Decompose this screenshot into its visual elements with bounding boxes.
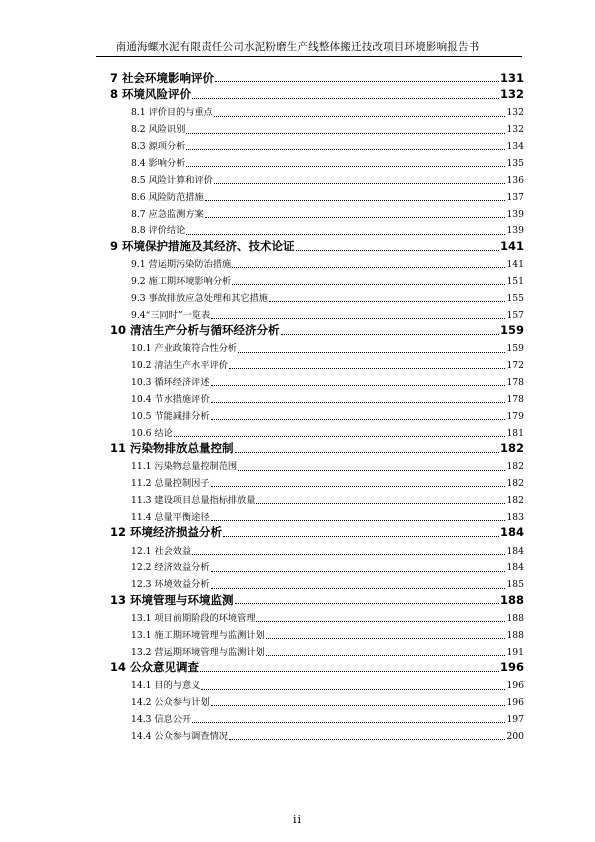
toc-entry-page: 182 bbox=[506, 478, 524, 490]
toc-entry-title: 14.4 公众参与调查情况 bbox=[131, 730, 228, 742]
toc-chapter-entry[interactable] bbox=[110, 87, 524, 101]
toc-section-entry[interactable] bbox=[131, 188, 524, 202]
toc-section-entry[interactable] bbox=[131, 508, 524, 522]
toc-section-entry[interactable] bbox=[131, 154, 524, 168]
toc-dot-leader bbox=[229, 739, 506, 740]
toc-entry-title: 12.3 环境效益分析 bbox=[131, 579, 210, 591]
toc-entry-title: 9.4“三同时”一览表 bbox=[131, 309, 211, 321]
toc-entry-title: 10.2 清洁生产水平评价 bbox=[131, 360, 228, 372]
toc-dot-leader bbox=[281, 334, 499, 335]
toc-entry-page: 159 bbox=[506, 343, 524, 355]
toc-entry-title: 10.1 产业政策符合性分析 bbox=[131, 343, 238, 355]
toc-chapter-entry[interactable] bbox=[110, 441, 524, 455]
toc-entry-title: 10 清洁生产分析与循环经济分析 bbox=[110, 323, 280, 338]
toc-section-entry[interactable] bbox=[131, 542, 524, 556]
toc-dot-leader bbox=[229, 368, 506, 369]
toc-entry-page: 183 bbox=[506, 511, 524, 523]
toc-entry-title: 11 污染物排放总量控制 bbox=[110, 441, 234, 456]
toc-dot-leader bbox=[211, 588, 506, 589]
toc-section-entry[interactable] bbox=[131, 609, 524, 623]
toc-entry-page: 179 bbox=[506, 410, 524, 422]
toc-dot-leader bbox=[186, 133, 505, 134]
toc-dot-leader bbox=[223, 536, 499, 537]
header-rule bbox=[96, 56, 522, 57]
toc-entry-title: 12.2 经济效益分析 bbox=[131, 562, 210, 574]
toc-entry-page: 196 bbox=[506, 680, 524, 692]
toc-dot-leader bbox=[211, 419, 506, 420]
toc-entry-page: 182 bbox=[499, 441, 524, 456]
toc-dot-leader bbox=[235, 603, 499, 604]
toc-entry-title: 10.4 节水措施评价 bbox=[131, 393, 210, 405]
toc-dot-leader bbox=[238, 352, 505, 353]
toc-dot-leader bbox=[211, 520, 506, 521]
toc-dot-leader bbox=[205, 200, 506, 201]
toc-entry-page: 141 bbox=[506, 259, 524, 271]
toc-entry-page: 191 bbox=[506, 646, 524, 658]
toc-entry-title: 8.5 风险计算和评价 bbox=[131, 174, 213, 186]
toc-dot-leader bbox=[186, 166, 505, 167]
toc-entry-page: 197 bbox=[506, 714, 524, 726]
toc-dot-leader bbox=[192, 554, 505, 555]
page-number: ii bbox=[292, 813, 303, 826]
toc-entry-page: 185 bbox=[506, 579, 524, 591]
toc-dot-leader bbox=[215, 81, 499, 82]
toc-entry-title: 9.3 事故排放应急处理和其它措施 bbox=[131, 292, 268, 304]
toc-entry-title: 13.2 营运期环境管理与监测计划 bbox=[131, 646, 265, 658]
toc-entry-page: 159 bbox=[499, 323, 524, 338]
toc-entry-title: 9 环境保护措施及其经济、技术论证 bbox=[110, 239, 295, 253]
toc-dot-leader bbox=[214, 116, 506, 117]
toc-section-entry[interactable] bbox=[131, 677, 524, 691]
toc-section-entry[interactable] bbox=[131, 626, 524, 640]
toc-dot-leader bbox=[211, 705, 506, 706]
toc-section-entry[interactable] bbox=[131, 727, 524, 741]
toc-entry-page: 157 bbox=[506, 309, 524, 321]
toc-dot-leader bbox=[211, 385, 506, 386]
toc-dot-leader bbox=[296, 250, 499, 251]
toc-entry-page: 188 bbox=[506, 629, 524, 641]
toc-section-entry[interactable] bbox=[131, 306, 524, 320]
toc-dot-leader bbox=[238, 470, 505, 471]
toc-section-entry[interactable] bbox=[131, 289, 524, 303]
toc-entry-title: 11.4 总量平衡途径 bbox=[131, 511, 210, 523]
toc-entry-title: 9.2 施工期环境影响分析 bbox=[131, 275, 232, 287]
toc-entry-page: 151 bbox=[506, 275, 524, 287]
toc-chapter-entry[interactable] bbox=[110, 239, 524, 253]
toc-entry-title: 7 社会环境影响评价 bbox=[110, 70, 215, 85]
running-header: 南通海螺水泥有限责任公司水泥粉磨生产线整体搬迁技改项目环境影响报告书 bbox=[115, 41, 480, 53]
toc-section-entry[interactable] bbox=[131, 356, 524, 370]
toc-section-entry[interactable] bbox=[131, 390, 524, 404]
toc-entry-page: 184 bbox=[506, 562, 524, 574]
toc-entry-page: 200 bbox=[506, 730, 524, 742]
toc-section-entry[interactable] bbox=[131, 693, 524, 707]
toc-dot-leader bbox=[232, 267, 505, 268]
toc-dot-leader bbox=[200, 671, 499, 672]
toc-dot-leader bbox=[211, 486, 506, 487]
toc-section-entry[interactable] bbox=[131, 121, 524, 135]
toc-dot-leader bbox=[256, 621, 505, 622]
toc-section-entry[interactable] bbox=[131, 171, 524, 185]
toc-entry-page: 172 bbox=[506, 360, 524, 372]
toc-section-entry[interactable] bbox=[131, 576, 524, 590]
toc-entry-title: 10.3 循环经济评述 bbox=[131, 377, 210, 389]
toc-dot-leader bbox=[266, 655, 506, 656]
toc-dot-leader bbox=[269, 301, 505, 302]
toc-entry-page: 155 bbox=[506, 292, 524, 304]
toc-section-entry[interactable] bbox=[131, 474, 524, 488]
toc-chapter-entry[interactable] bbox=[110, 70, 524, 84]
toc-entry-title: 14 公众意见调查 bbox=[110, 660, 200, 675]
toc-section-entry[interactable] bbox=[131, 643, 524, 657]
toc-entry-title: 14.3 信息公开 bbox=[131, 714, 192, 726]
toc-dot-leader bbox=[205, 217, 506, 218]
toc-entry-page: 188 bbox=[499, 592, 524, 607]
toc-entry-title: 9.1 营运期污染防治措施 bbox=[131, 259, 232, 271]
toc-entry-page: 132 bbox=[506, 124, 524, 136]
toc-section-entry[interactable] bbox=[131, 458, 524, 472]
toc-entry-page: 181 bbox=[506, 427, 524, 439]
toc-entry-title: 8.8 评价结论 bbox=[131, 225, 186, 237]
toc-dot-leader bbox=[235, 452, 499, 453]
toc-entry-title: 8.3 源项分析 bbox=[131, 141, 186, 153]
toc-entry-title: 8.1 评价目的与重点 bbox=[131, 107, 213, 119]
toc-dot-leader bbox=[214, 183, 506, 184]
toc-dot-leader bbox=[174, 436, 506, 437]
toc-dot-leader bbox=[211, 402, 506, 403]
toc-entry-page: 182 bbox=[506, 461, 524, 473]
toc-entry-title: 8.6 风险防范措施 bbox=[131, 191, 204, 203]
toc-chapter-entry[interactable] bbox=[110, 323, 524, 337]
toc-dot-leader bbox=[266, 638, 506, 639]
toc-entry-title: 14.2 公众参与计划 bbox=[131, 697, 210, 709]
toc-section-entry[interactable] bbox=[131, 272, 524, 286]
toc-section-entry[interactable] bbox=[131, 222, 524, 236]
toc-entry-title: 11.3 建设项目总量指标排放量 bbox=[131, 495, 256, 507]
toc-section-entry[interactable] bbox=[131, 205, 524, 219]
toc-entry-title: 13.1 施工期环境管理与监测计划 bbox=[131, 629, 265, 641]
toc-entry-page: 135 bbox=[506, 158, 524, 170]
toc-entry-title: 8.4 影响分析 bbox=[131, 158, 186, 170]
toc-section-entry[interactable] bbox=[131, 424, 524, 438]
toc-entry-page: 196 bbox=[499, 660, 524, 675]
toc-entry-page: 136 bbox=[506, 174, 524, 186]
toc-entry-title: 13 环境管理与环境监测 bbox=[110, 592, 234, 607]
toc-dot-leader bbox=[232, 284, 505, 285]
toc-entry-page: 196 bbox=[506, 697, 524, 709]
toc-section-entry[interactable] bbox=[131, 137, 524, 151]
toc-entry-page: 132 bbox=[499, 87, 524, 102]
toc-entry-page: 131 bbox=[499, 70, 524, 85]
toc-chapter-entry[interactable] bbox=[110, 660, 524, 674]
toc-entry-page: 139 bbox=[506, 208, 524, 220]
toc-section-entry[interactable] bbox=[131, 491, 524, 505]
toc-dot-leader bbox=[211, 571, 506, 572]
toc-dot-leader bbox=[256, 503, 505, 504]
toc-entry-page: 139 bbox=[506, 225, 524, 237]
toc-dot-leader bbox=[186, 149, 505, 150]
toc-chapter-entry[interactable] bbox=[110, 592, 524, 606]
toc-entry-page: 132 bbox=[506, 107, 524, 119]
toc-entry-title: 8.7 应急监测方案 bbox=[131, 208, 204, 220]
toc-entry-title: 12.1 社会效益 bbox=[131, 545, 192, 557]
toc-entry-title: 8 环境风险评价 bbox=[110, 87, 192, 102]
toc-section-entry[interactable] bbox=[131, 559, 524, 573]
toc-section-entry[interactable] bbox=[131, 255, 524, 269]
toc-section-entry[interactable] bbox=[131, 104, 524, 118]
toc-section-entry[interactable] bbox=[131, 407, 524, 421]
toc-entry-title: 11.2 总量控制因子 bbox=[131, 478, 210, 490]
toc-section-entry[interactable] bbox=[131, 340, 524, 354]
toc-entry-title: 14.1 目的与意义 bbox=[131, 680, 201, 692]
toc-entry-page: 141 bbox=[499, 239, 524, 253]
toc-entry-page: 184 bbox=[499, 525, 524, 540]
toc-entry-title: 10.6 结论 bbox=[131, 427, 173, 439]
toc-section-entry[interactable] bbox=[131, 373, 524, 387]
toc-dot-leader bbox=[192, 98, 499, 99]
toc-entry-page: 178 bbox=[506, 393, 524, 405]
toc-dot-leader bbox=[211, 318, 505, 319]
toc-section-entry[interactable] bbox=[131, 710, 524, 724]
toc-entry-page: 137 bbox=[506, 191, 524, 203]
toc-entry-page: 134 bbox=[506, 141, 524, 153]
toc-dot-leader bbox=[186, 234, 505, 235]
toc-chapter-entry[interactable] bbox=[110, 525, 524, 539]
toc-entry-title: 10.5 节能减排分析 bbox=[131, 410, 210, 422]
toc-entry-title: 13.1 项目前期阶段的环境管理 bbox=[131, 612, 256, 624]
toc-dot-leader bbox=[201, 689, 505, 690]
toc-entry-page: 182 bbox=[506, 495, 524, 507]
toc-entry-title: 12 环境经济损益分析 bbox=[110, 525, 223, 540]
toc-entry-title: 11.1 污染物总量控制范围 bbox=[131, 461, 238, 473]
toc-entry-title: 8.2 风险识别 bbox=[131, 124, 186, 136]
toc-entry-page: 178 bbox=[506, 377, 524, 389]
toc-entry-page: 184 bbox=[506, 545, 524, 557]
toc-entry-page: 188 bbox=[506, 612, 524, 624]
toc-dot-leader bbox=[192, 722, 505, 723]
